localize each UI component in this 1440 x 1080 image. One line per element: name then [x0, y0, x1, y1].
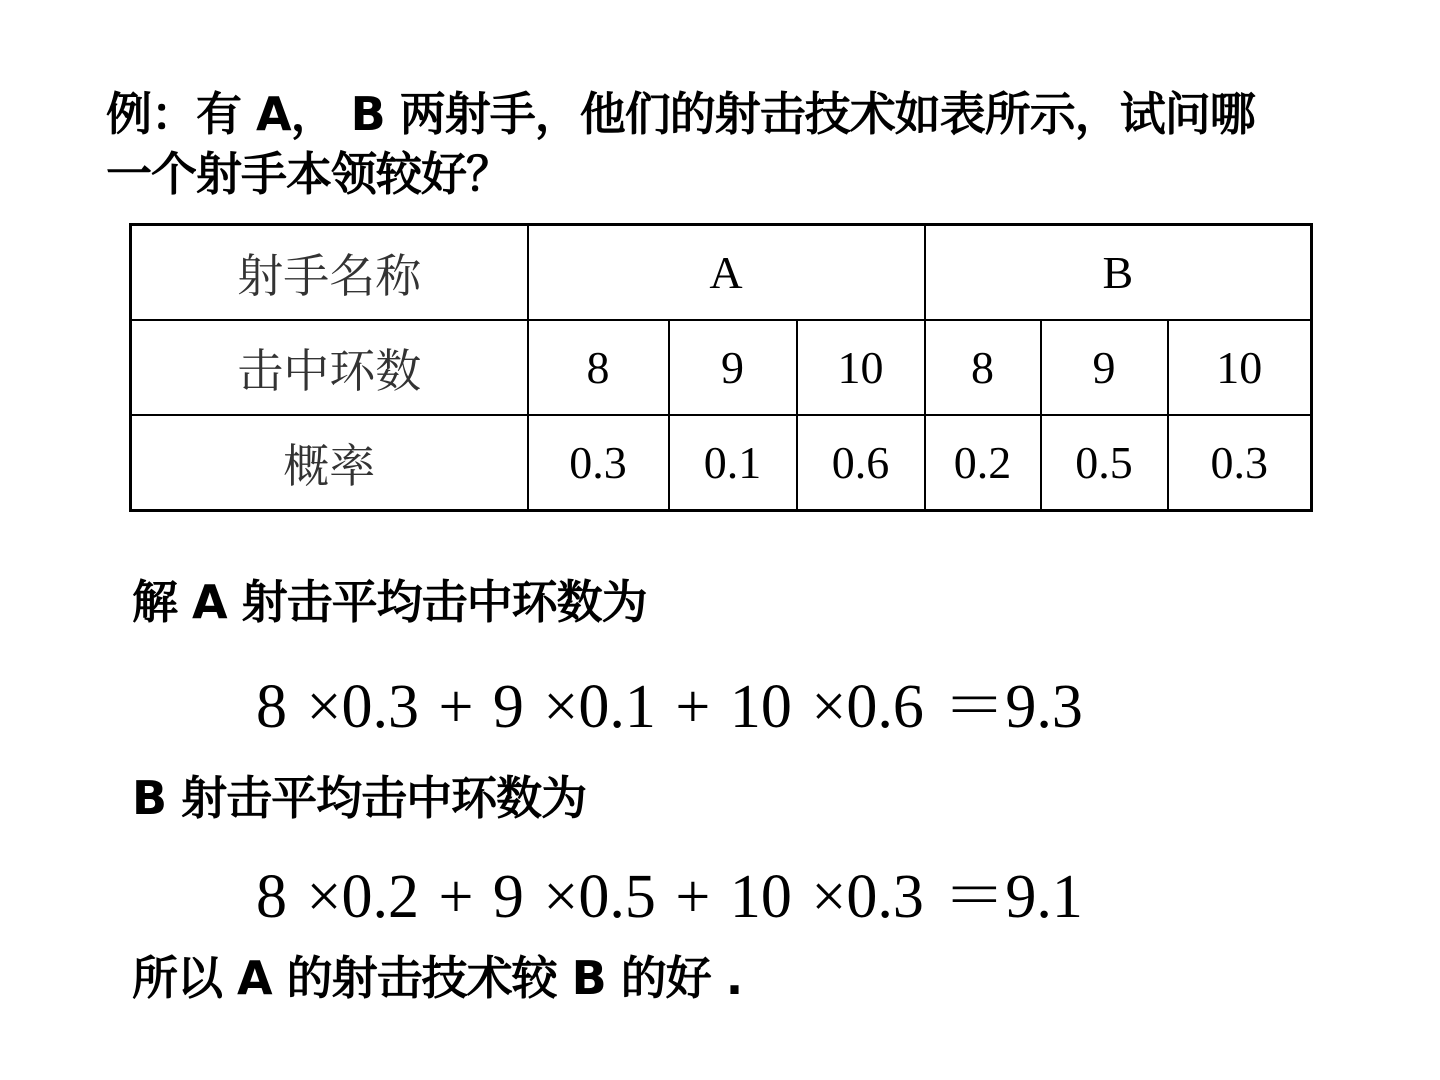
row-header-shooter-name: 射手名称	[131, 225, 528, 321]
solution-a-formula: 8 ×0.3 + 9 ×0.1 + 10 ×0.6 ＝9.3	[256, 673, 1083, 741]
table-cell: 8	[925, 320, 1041, 415]
table-cell: 0.3	[528, 415, 669, 511]
problem-line-1: 例：有 A， B 两射手，他们的射击技术如表所示，试问哪	[106, 87, 1255, 141]
table-cell: 8	[528, 320, 669, 415]
table-cell: 0.5	[1041, 415, 1168, 511]
problem-statement	[106, 84, 1346, 204]
solution-a-label: 解 A 射击平均击中环数为	[132, 575, 647, 629]
shooter-b-header: B	[925, 225, 1312, 321]
row-header-rings: 击中环数	[131, 320, 528, 415]
table-cell: 0.6	[797, 415, 925, 511]
table-cell: 10	[797, 320, 925, 415]
shooter-table	[129, 223, 1313, 512]
row-header-probability: 概率	[131, 415, 528, 511]
table-row	[131, 225, 1312, 321]
shooter-a-header: A	[528, 225, 925, 321]
table-cell: 9	[1041, 320, 1168, 415]
table-cell: 10	[1168, 320, 1312, 415]
table-row	[131, 415, 1312, 511]
table-cell: 0.3	[1168, 415, 1312, 511]
conclusion: 所以 A 的射击技术较 B 的好 .	[132, 951, 743, 1005]
table-cell: 0.2	[925, 415, 1041, 511]
solution-b-label: B 射击平均击中环数为	[132, 771, 587, 825]
solution-b-formula: 8 ×0.2 + 9 ×0.5 + 10 ×0.3 ＝9.1	[256, 863, 1083, 931]
table-row	[131, 320, 1312, 415]
problem-line-2: 一个射手本领较好？	[106, 147, 511, 201]
table-cell: 9	[669, 320, 797, 415]
table-cell: 0.1	[669, 415, 797, 511]
